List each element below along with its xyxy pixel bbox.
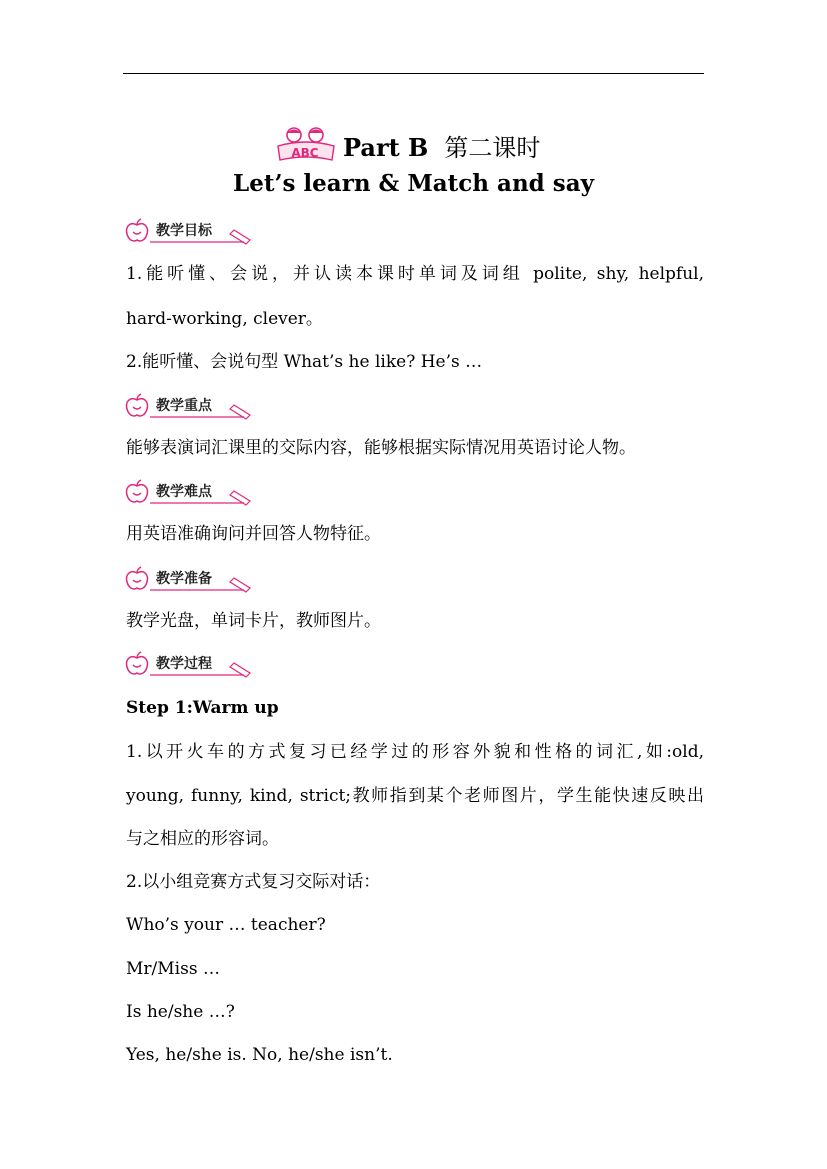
process-line-8: Yes, he/she is. No, he/she isn’t.	[126, 1045, 393, 1065]
section-label-key-points: 教学重点	[156, 398, 212, 414]
process-line-7: Is he/she …?	[126, 1002, 235, 1022]
process-line-2: young, funny, kind, strict;教师指到某个老师图片，学生能快速反映出	[126, 786, 704, 806]
top-rule	[123, 73, 704, 74]
process-line-1: 1.以开火车的方式复习已经学过的形容外貌和性格的词汇,如:old,	[126, 742, 704, 762]
process-line-3: 与之相应的形容词。	[126, 829, 279, 849]
section-badge-process	[124, 649, 252, 679]
apple-icon	[124, 479, 150, 505]
section-label-preparation: 教学准备	[156, 571, 212, 587]
apple-icon	[124, 393, 150, 419]
difficulties-line-1: 用英语准确询问并回答人物特征。	[126, 524, 381, 544]
key-points-line-1: 能够表演词汇课里的交际内容，能够根据实际情况用英语讨论人物。	[126, 438, 636, 458]
section-label-difficulties: 教学难点	[156, 484, 212, 500]
objectives-line-3: 2.能听懂、会说句型 What’s he like? He’s …	[126, 352, 483, 372]
abc-kids-logo-icon	[274, 126, 338, 162]
page-title-en: Part B	[343, 133, 429, 162]
apple-icon	[124, 651, 150, 677]
section-badge-preparation	[124, 564, 252, 594]
objectives-line-2: hard-working, clever。	[126, 309, 323, 329]
page-title	[343, 128, 540, 163]
preparation-line-1: 教学光盘，单词卡片，教师图片。	[126, 611, 381, 631]
page-subtitle: Let’s learn & Match and say	[233, 170, 594, 197]
process-line-6: Mr/Miss …	[126, 959, 220, 979]
step1-title: Step 1:Warm up	[126, 698, 279, 718]
title-row	[0, 126, 827, 166]
section-badge-key-points	[124, 391, 252, 421]
objectives-line-1: 1.能听懂、会说，并认读本课时单词及词组 polite, shy, helpful,	[126, 264, 704, 284]
section-badge-difficulties	[124, 477, 252, 507]
section-badge-objectives	[124, 216, 252, 246]
page-title-cn: 第二课时	[444, 134, 541, 162]
section-label-objectives: 教学目标	[156, 223, 212, 239]
process-line-5: Who’s your … teacher?	[126, 915, 326, 935]
logo-letters: ABC	[291, 146, 319, 160]
process-line-4: 2.以小组竞赛方式复习交际对话：	[126, 872, 381, 892]
apple-icon	[124, 218, 150, 244]
section-label-process: 教学过程	[156, 656, 212, 672]
apple-icon	[124, 566, 150, 592]
